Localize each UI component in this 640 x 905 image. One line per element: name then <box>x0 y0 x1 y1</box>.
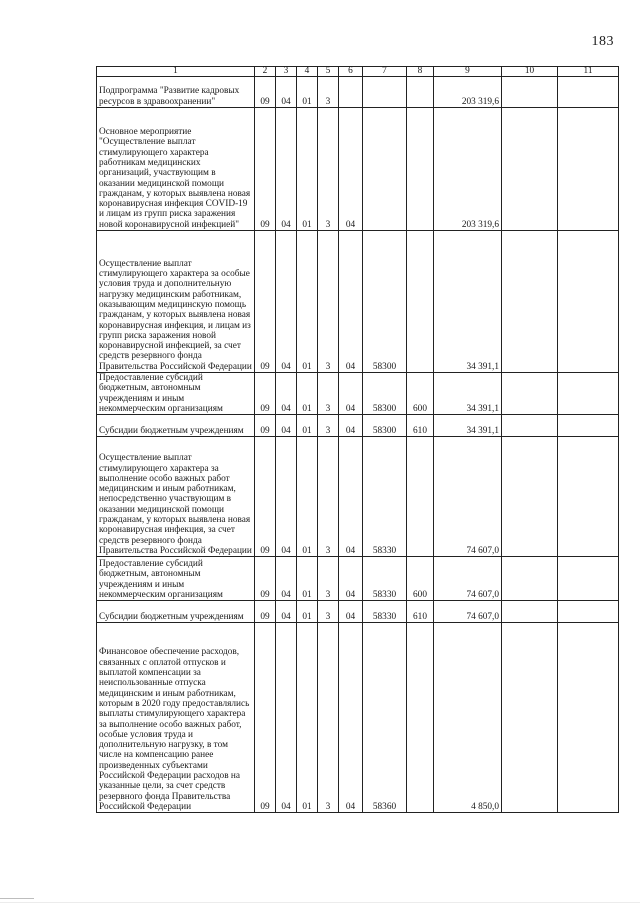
cell-c9: 74 607,0 <box>434 601 502 623</box>
row-name: Предоставление субсидий бюджетным, автономным учреждениям и иным некоммерческим организациям <box>97 373 255 415</box>
cell-c10 <box>502 601 558 623</box>
cell-c11 <box>558 108 619 231</box>
header-cell: 4 <box>297 67 318 77</box>
table-row <box>97 623 619 813</box>
cell-c9: 74 607,0 <box>434 437 502 557</box>
cell-c2: 09 <box>255 601 276 623</box>
cell-c8 <box>407 77 434 108</box>
cell-c7: 58330 <box>363 601 407 623</box>
table-row <box>97 77 619 108</box>
cell-c3: 04 <box>276 108 297 231</box>
cell-c6: 04 <box>339 373 363 415</box>
header-cell: 1 <box>97 67 255 77</box>
cell-c8 <box>407 231 434 373</box>
cell-c5: 3 <box>318 415 339 437</box>
header-cell: 11 <box>558 67 619 77</box>
cell-c5: 3 <box>318 373 339 415</box>
cell-c2: 09 <box>255 415 276 437</box>
cell-c3: 04 <box>276 231 297 373</box>
header-cell: 3 <box>276 67 297 77</box>
cell-c4: 01 <box>297 231 318 373</box>
header-cell: 6 <box>339 67 363 77</box>
cell-c10 <box>502 437 558 557</box>
cell-c4: 01 <box>297 437 318 557</box>
cell-c9: 4 850,0 <box>434 623 502 813</box>
cell-c4: 01 <box>297 415 318 437</box>
cell-c4: 01 <box>297 601 318 623</box>
cell-c2: 09 <box>255 108 276 231</box>
table-row <box>97 557 619 601</box>
cell-c8: 610 <box>407 415 434 437</box>
cell-c6: 04 <box>339 108 363 231</box>
cell-c9: 203 319,6 <box>434 77 502 108</box>
cell-c10 <box>502 557 558 601</box>
cell-c11 <box>558 557 619 601</box>
cell-c8: 610 <box>407 601 434 623</box>
cell-c8: 600 <box>407 373 434 415</box>
cell-c2: 09 <box>255 623 276 813</box>
cell-c11 <box>558 231 619 373</box>
cell-c11 <box>558 415 619 437</box>
scan-artifact <box>0 902 640 903</box>
header-cell: 8 <box>407 67 434 77</box>
row-name: Предоставление субсидий бюджетным, автономным учреждениям и иным некоммерческим организациям <box>97 557 255 601</box>
cell-c7: 58360 <box>363 623 407 813</box>
cell-c11 <box>558 601 619 623</box>
cell-c9: 34 391,1 <box>434 373 502 415</box>
cell-c7: 58330 <box>363 557 407 601</box>
cell-c3: 04 <box>276 77 297 108</box>
cell-c10 <box>502 231 558 373</box>
row-name: Финансовое обеспечение расходов, связанных с оплатой отпусков и выплатой компенсации за неиспользованные отпуска медицинским и иным работникам, которым в 2020 году предоставлялись выплаты стимулирующего характера за выполнение особо важных работ, особые условия труда и дополнительную нагрузку, в том числе на компенсацию ранее произведенных субъектами Российской Федерации расходов на указанные цели, за счет средств резервного фонда Правительства Российской Федерации <box>97 623 255 813</box>
header-cell: 10 <box>502 67 558 77</box>
table-row <box>97 601 619 623</box>
cell-c6: 04 <box>339 415 363 437</box>
cell-c10 <box>502 108 558 231</box>
cell-c6: 04 <box>339 557 363 601</box>
table-row <box>97 415 619 437</box>
cell-c7 <box>363 108 407 231</box>
cell-c11 <box>558 373 619 415</box>
cell-c7: 58300 <box>363 373 407 415</box>
cell-c5: 3 <box>318 77 339 108</box>
cell-c3: 04 <box>276 623 297 813</box>
cell-c6: 04 <box>339 437 363 557</box>
cell-c5: 3 <box>318 108 339 231</box>
cell-c4: 01 <box>297 108 318 231</box>
table-row <box>97 437 619 557</box>
row-name: Осуществление выплат стимулирующего характера за выполнение особо важных работ медицинским и иным работникам, непосредственно участвующим в оказании медицинской помощи гражданам, у которых выявлена новая коронавирусная инфекция, за счет средств резервного фонда Правительства Российской Федерации <box>97 437 255 557</box>
cell-c6: 04 <box>339 231 363 373</box>
cell-c7: 58330 <box>363 437 407 557</box>
row-name: Подпрограмма "Развитие кадровых ресурсов в здравоохранении" <box>97 77 255 108</box>
cell-c5: 3 <box>318 437 339 557</box>
cell-c10 <box>502 623 558 813</box>
cell-c7 <box>363 77 407 108</box>
scan-artifact <box>0 898 34 899</box>
cell-c8 <box>407 108 434 231</box>
cell-c7: 58300 <box>363 231 407 373</box>
cell-c2: 09 <box>255 557 276 601</box>
header-row <box>97 67 619 77</box>
header-cell: 5 <box>318 67 339 77</box>
cell-c10 <box>502 373 558 415</box>
cell-c5: 3 <box>318 623 339 813</box>
cell-c4: 01 <box>297 623 318 813</box>
cell-c10 <box>502 77 558 108</box>
header-cell: 9 <box>434 67 502 77</box>
row-name: Субсидии бюджетным учреждениям <box>97 415 255 437</box>
cell-c4: 01 <box>297 557 318 601</box>
cell-c9: 74 607,0 <box>434 557 502 601</box>
cell-c3: 04 <box>276 601 297 623</box>
cell-c4: 01 <box>297 77 318 108</box>
cell-c5: 3 <box>318 601 339 623</box>
cell-c2: 09 <box>255 231 276 373</box>
table-row <box>97 231 619 373</box>
table-row <box>97 373 619 415</box>
cell-c10 <box>502 415 558 437</box>
cell-c9: 34 391,1 <box>434 415 502 437</box>
cell-c2: 09 <box>255 373 276 415</box>
row-name: Основное мероприятие "Осуществление выплат стимулирующего характера работникам медицинских организаций, участвующим в оказании медицинской помощи гражданам, у которых выявлена новая коронавирусная инфекция COVID-19 и лицам из групп риска заражения новой коронавирусной инфекцией" <box>97 108 255 231</box>
header-cell: 7 <box>363 67 407 77</box>
row-name: Осуществление выплат стимулирующего характера за особые условия труда и дополнительную нагрузку медицинским работникам, оказывающим медицинскую помощь гражданам, у которых выявлена новая коронавирусная инфекция, и лицам из групп риска заражения новой коронавирусной инфекцией, за счет средств резервного фонда Правительства Российской Федерации <box>97 231 255 373</box>
cell-c8 <box>407 623 434 813</box>
cell-c7: 58300 <box>363 415 407 437</box>
budget-table <box>96 66 619 813</box>
page-number: 183 <box>591 34 614 49</box>
cell-c4: 01 <box>297 373 318 415</box>
cell-c3: 04 <box>276 415 297 437</box>
row-name: Субсидии бюджетным учреждениям <box>97 601 255 623</box>
cell-c9: 34 391,1 <box>434 231 502 373</box>
cell-c11 <box>558 77 619 108</box>
cell-c6: 04 <box>339 601 363 623</box>
cell-c3: 04 <box>276 373 297 415</box>
cell-c2: 09 <box>255 437 276 557</box>
cell-c3: 04 <box>276 437 297 557</box>
cell-c5: 3 <box>318 557 339 601</box>
cell-c6 <box>339 77 363 108</box>
cell-c2: 09 <box>255 77 276 108</box>
cell-c8: 600 <box>407 557 434 601</box>
cell-c6: 04 <box>339 623 363 813</box>
table-row <box>97 108 619 231</box>
cell-c11 <box>558 623 619 813</box>
cell-c5: 3 <box>318 231 339 373</box>
cell-c8 <box>407 437 434 557</box>
header-cell: 2 <box>255 67 276 77</box>
cell-c9: 203 319,6 <box>434 108 502 231</box>
cell-c11 <box>558 437 619 557</box>
cell-c3: 04 <box>276 557 297 601</box>
